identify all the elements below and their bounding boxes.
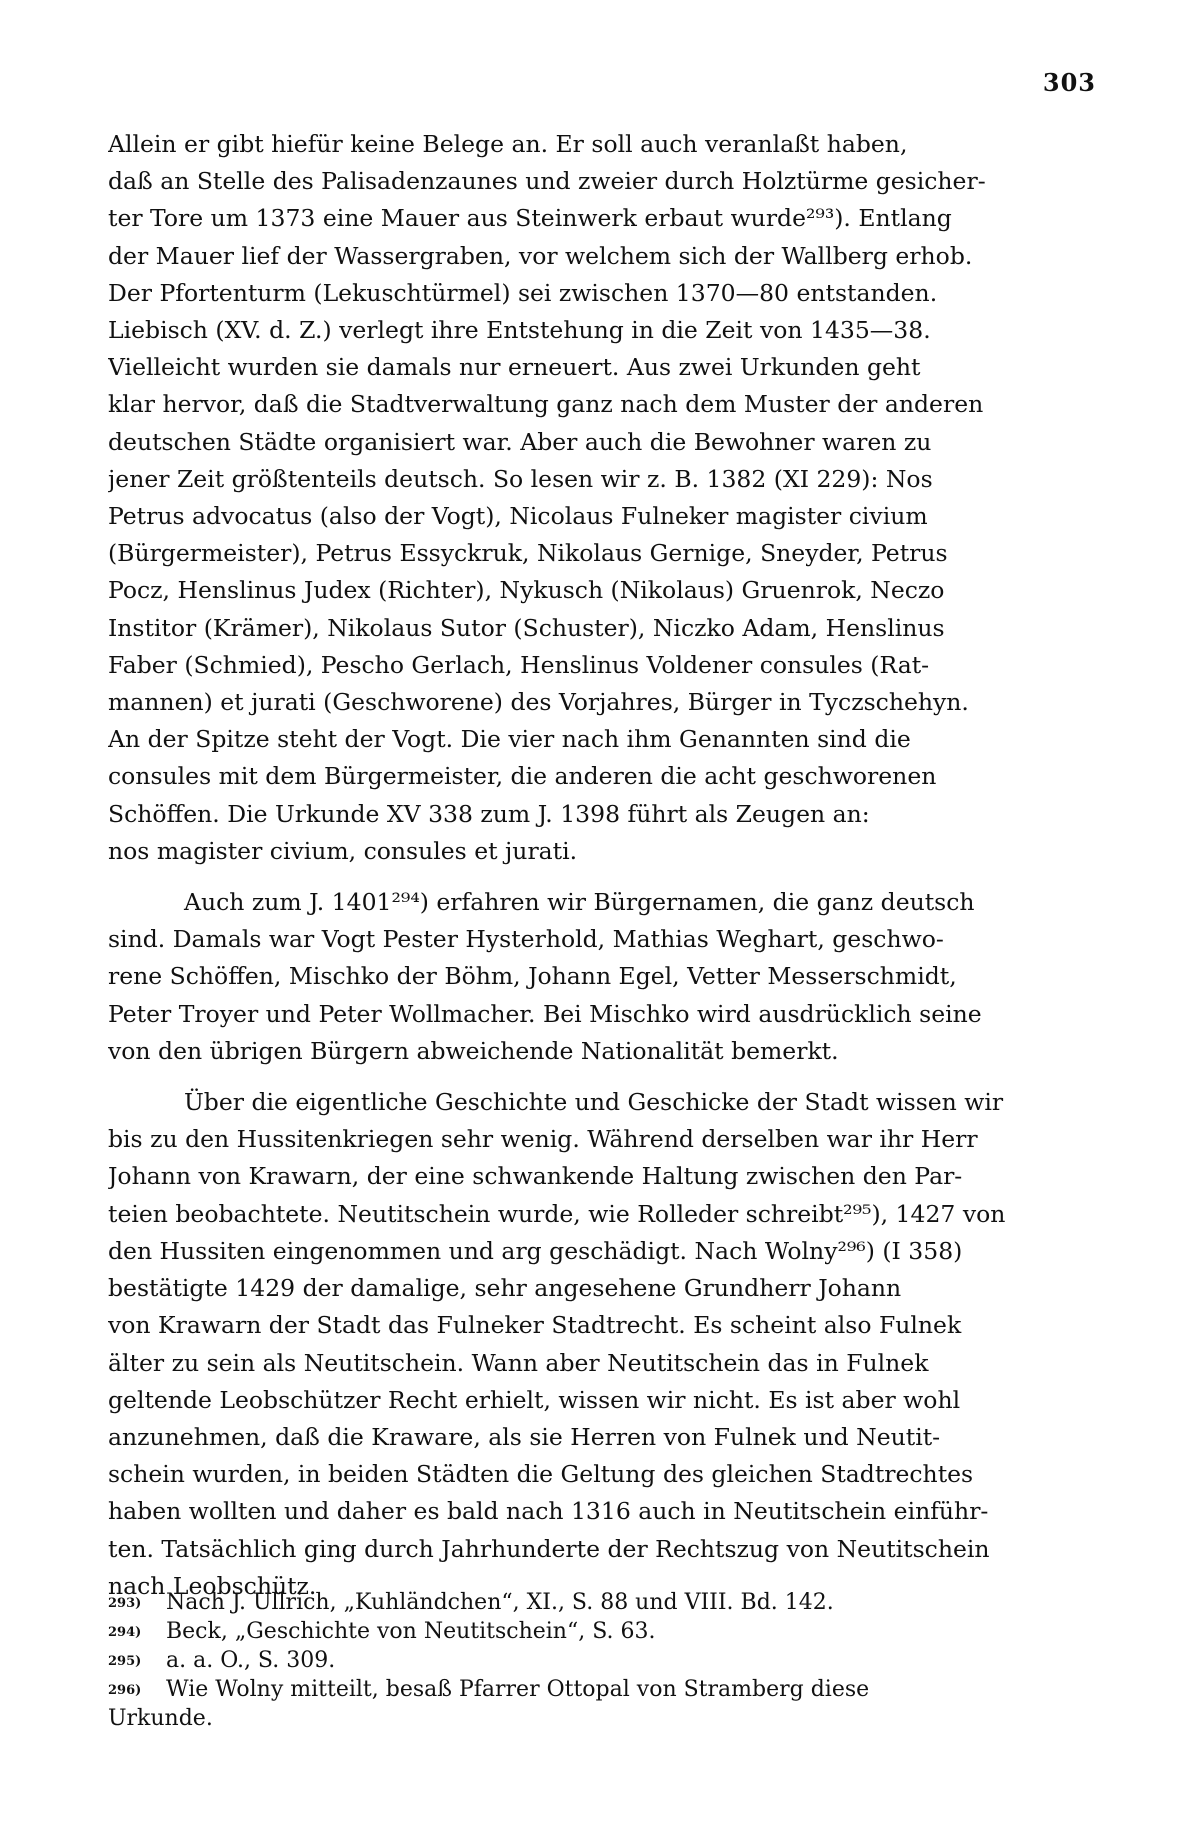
text-line: An der Spitze steht der Vogt. Die vier nach ihm Genannten sind die bbox=[108, 725, 911, 754]
text-line: rene Schöffen, Mischko der Böhm, Johann Egel, Vetter Messerschmidt, bbox=[108, 962, 957, 991]
text-line: sind. Damals war Vogt Pester Hysterhold, Mathias Weghart, geschwo- bbox=[108, 925, 944, 954]
text-line: Auch zum J. 1401²⁹⁴) erfahren wir Bürgernamen, die ganz deutsch bbox=[184, 888, 975, 917]
text-line: nach Leobschütz. bbox=[108, 1571, 317, 1600]
footnote bbox=[108, 1617, 1093, 1646]
page-number: 303 bbox=[1042, 68, 1096, 97]
text-line: klar hervor, daß die Stadtverwaltung ganz nach dem Muster der anderen bbox=[108, 390, 984, 419]
text-line: Petrus advocatus (also der Vogt), Nicolaus Fulneker magister civium bbox=[108, 502, 928, 531]
footnote-text: Beck, „Geschichte von Neutitschein“, S. 63. bbox=[166, 1619, 656, 1644]
text-line: Über die eigentliche Geschichte und Geschicke der Stadt wissen wir bbox=[184, 1088, 1004, 1117]
text-line: der Mauer lief der Wassergraben, vor welchem sich der Wallberg erhob. bbox=[108, 241, 973, 270]
text-line: (Bürgermeister), Petrus Essyckruk, Nikolaus Gernige, Sneyder, Petrus bbox=[108, 539, 948, 568]
text-line: den Hussiten eingenommen und arg geschädigt. Nach Wolny²⁹⁶) (I 358) bbox=[108, 1236, 963, 1265]
text-line: ter Tore um 1373 eine Mauer aus Steinwerk erbaut wurde²⁹³). Entlang bbox=[108, 204, 952, 233]
body-text bbox=[108, 126, 1093, 1605]
footnotes bbox=[108, 1588, 1093, 1733]
text-line: Vielleicht wurden sie damals nur erneuert. Aus zwei Urkunden geht bbox=[108, 353, 921, 382]
text-line: von Krawarn der Stadt das Fulneker Stadtrecht. Es scheint also Fulnek bbox=[108, 1311, 962, 1340]
footnote-continuation bbox=[108, 1704, 1093, 1733]
text-line: daß an Stelle des Palisadenzaunes und zweier durch Holztürme gesicher- bbox=[108, 167, 986, 196]
text-line: Allein er gibt hiefür keine Belege an. Er soll auch veranlaßt haben, bbox=[108, 130, 908, 158]
footnote-number: 296) bbox=[108, 1683, 142, 1698]
text-line: älter zu sein als Neutitschein. Wann aber Neutitschein das in Fulnek bbox=[108, 1348, 929, 1377]
text-line: nos magister civium, consules et jurati. bbox=[108, 836, 578, 865]
text-line: Liebisch (XV. d. Z.) verlegt ihre Entstehung in die Zeit von 1435—38. bbox=[108, 316, 931, 345]
footnote-text: Urkunde. bbox=[108, 1706, 213, 1731]
text-line: bis zu den Hussitenkriegen sehr wenig. Während derselben war ihr Herr bbox=[108, 1125, 978, 1154]
text-line: mannen) et jurati (Geschworene) des Vorjahres, Bürger in Tyczschehyn. bbox=[108, 688, 969, 717]
footnote-text: Nach J. Ullrich, „Kuhländchen“, XI., S. 88 und VIII. Bd. 142. bbox=[166, 1590, 834, 1615]
text-line: Schöffen. Die Urkunde XV 338 zum J. 1398 führt als Zeugen an: bbox=[108, 799, 870, 828]
footnote bbox=[108, 1646, 1093, 1675]
text-line: ten. Tatsächlich ging durch Jahrhunderte der Rechtszug von Neutitschein bbox=[108, 1534, 990, 1563]
text-line: teien beobachtete. Neutitschein wurde, wie Rolleder schreibt²⁹⁵), 1427 von bbox=[108, 1199, 1006, 1228]
footnote-number: 293) bbox=[108, 1596, 142, 1611]
footnote-number: 295) bbox=[108, 1654, 142, 1669]
paragraph-gap bbox=[108, 870, 1093, 884]
text-line: Institor (Krämer), Nikolaus Sutor (Schuster), Niczko Adam, Henslinus bbox=[108, 613, 945, 642]
text-line: von den übrigen Bürgern abweichende Nationalität bemerkt. bbox=[108, 1036, 839, 1065]
text-line: geltende Leobschützer Recht erhielt, wissen wir nicht. Es ist aber wohl bbox=[108, 1385, 961, 1414]
text-line: bestätigte 1429 der damalige, sehr angesehene Grundherr Johann bbox=[108, 1274, 902, 1303]
text-line: Faber (Schmied), Pescho Gerlach, Henslinus Voldener consules (Rat- bbox=[108, 650, 930, 679]
text-line: schein wurden, in beiden Städten die Geltung des gleichen Stadtrechtes bbox=[108, 1460, 974, 1489]
text-line: jener Zeit größtenteils deutsch. So lesen wir z. B. 1382 (XI 229): Nos bbox=[108, 464, 933, 493]
footnote-text: Wie Wolny mitteilt, besaß Pfarrer Ottopal von Stramberg diese bbox=[166, 1677, 870, 1702]
footnote-text: a. a. O., S. 309. bbox=[166, 1648, 336, 1673]
footnote bbox=[108, 1675, 1093, 1704]
paragraph-gap bbox=[108, 1070, 1093, 1084]
text-line: haben wollten und daher es bald nach 1316 auch in Neutitschein einführ- bbox=[108, 1497, 989, 1526]
text-line: anzunehmen, daß die Kraware, als sie Herren von Fulnek und Neutit- bbox=[108, 1422, 941, 1451]
text-line: Peter Troyer und Peter Wollmacher. Bei Mischko wird ausdrücklich seine bbox=[108, 999, 982, 1028]
text-line: consules mit dem Bürgermeister, die anderen die acht geschworenen bbox=[108, 762, 937, 791]
text-line: Der Pfortenturm (Lekuschtürmel) sei zwischen 1370—80 entstanden. bbox=[108, 278, 938, 307]
footnote-number: 294) bbox=[108, 1625, 142, 1640]
text-line: deutschen Städte organisiert war. Aber auch die Bewohner waren zu bbox=[108, 427, 932, 456]
text-line: Johann von Krawarn, der eine schwankende Haltung zwischen den Par- bbox=[108, 1162, 963, 1191]
text-line: Pocz, Henslinus Judex (Richter), Nykusch (Nikolaus) Gruenrok, Neczo bbox=[108, 576, 945, 605]
footnote bbox=[108, 1588, 1093, 1617]
